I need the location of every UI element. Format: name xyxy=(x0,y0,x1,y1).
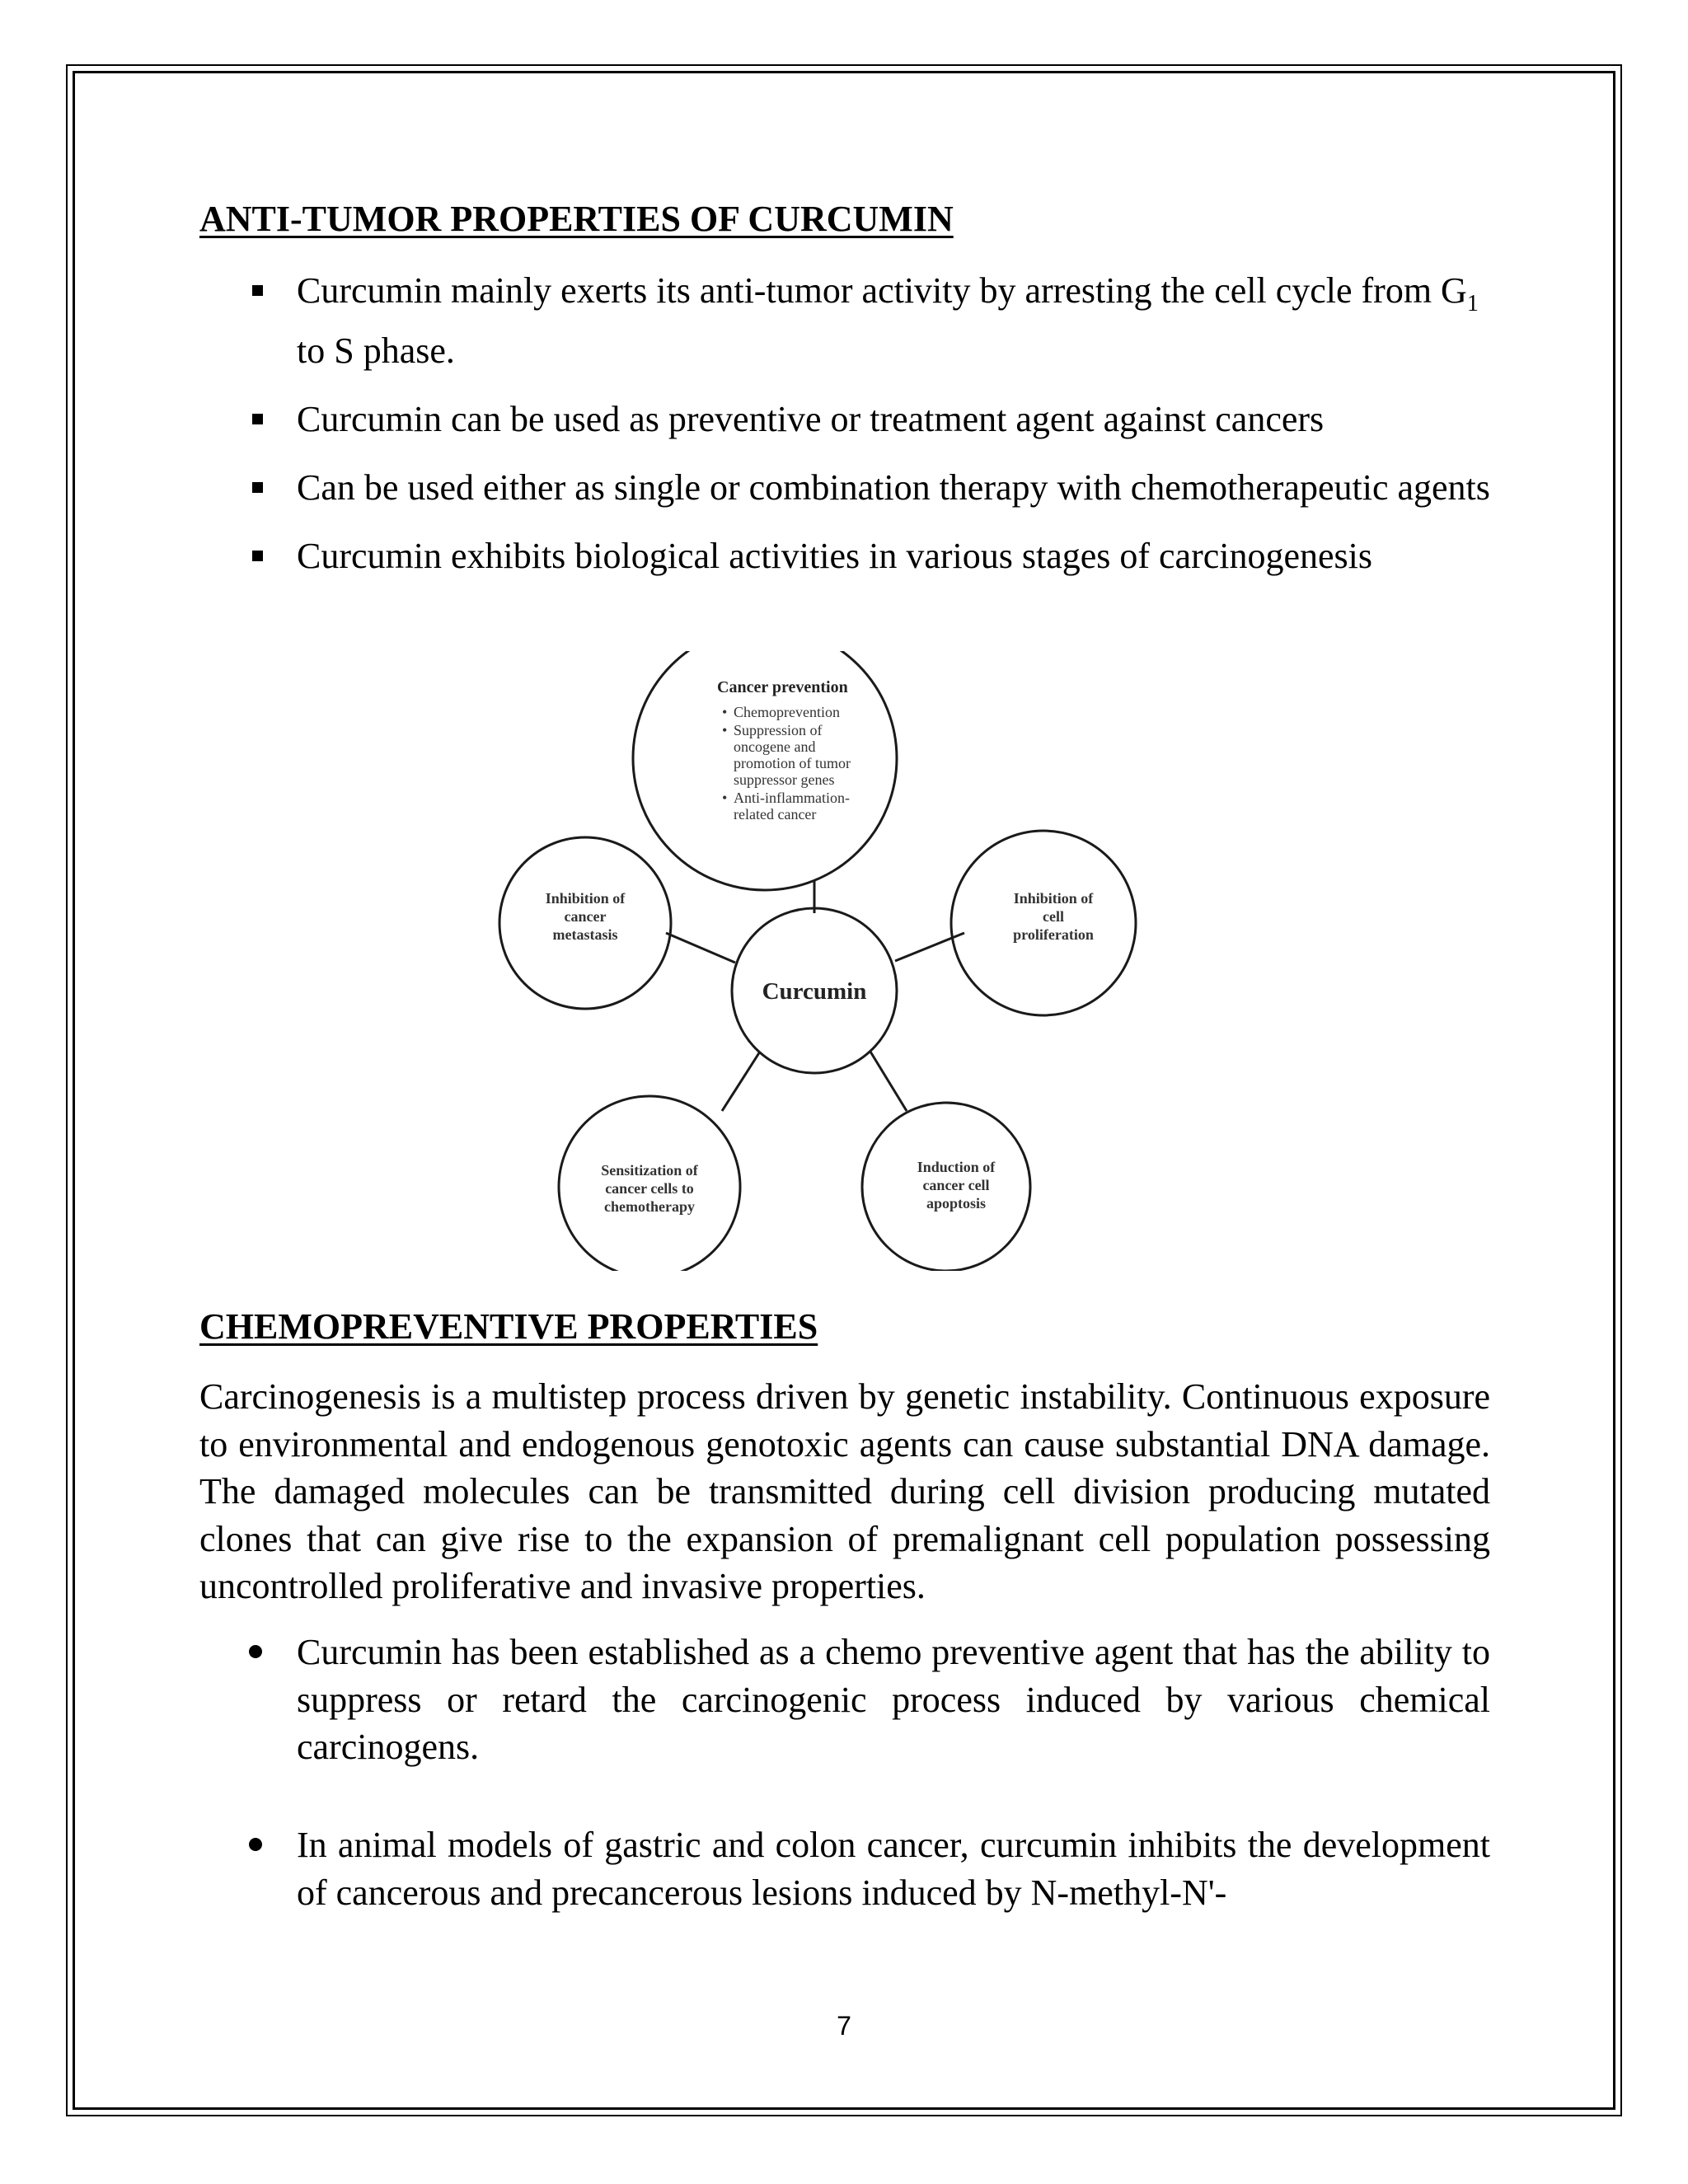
chemopreventive-bullet-list xyxy=(199,1629,1490,1771)
prevention-title: Cancer prevention xyxy=(717,678,848,696)
list-item: Can be used either as single or combination therapy with chemotherapeutic agents xyxy=(199,464,1493,511)
sensitization-label-line: chemotherapy xyxy=(604,1198,695,1215)
sensitization-label-line: Sensitization of xyxy=(601,1162,698,1179)
bullet-dot-icon: • xyxy=(722,704,728,720)
metastasis-label-line: Inhibition of xyxy=(545,890,626,907)
bullet-dot-icon: • xyxy=(722,790,728,806)
proliferation-label-line: proliferation xyxy=(1013,926,1094,943)
square-bullet-icon xyxy=(252,414,263,424)
prevention-item-line: suppressor genes xyxy=(734,771,835,788)
square-bullet-icon xyxy=(252,482,263,493)
connector-line xyxy=(666,933,735,963)
apoptosis-label-line: Induction of xyxy=(917,1159,996,1175)
square-bullet-icon xyxy=(252,551,263,561)
prevention-item-line: Anti-inflammation- xyxy=(734,790,850,806)
proliferation-label-line: Inhibition of xyxy=(1013,890,1094,907)
metastasis-label-line: cancer xyxy=(564,908,607,925)
bullet-dot-icon: • xyxy=(722,722,728,738)
section-heading-chemopreventive: CHEMOPREVENTIVE PROPERTIES xyxy=(199,1306,818,1347)
center-label: Curcumin xyxy=(762,978,867,1005)
curcumin-diagram xyxy=(493,651,1152,1271)
prevention-item-line: related cancer xyxy=(734,806,817,823)
section-heading-anti-tumor: ANTI-TUMOR PROPERTIES OF CURCUMIN xyxy=(199,199,954,239)
square-bullet-icon xyxy=(252,285,263,296)
proliferation-label-line: cell xyxy=(1043,908,1064,925)
prevention-item-line: Suppression of xyxy=(734,722,823,738)
page-number: 7 xyxy=(837,2011,851,2041)
list-item: In animal models of gastric and colon cancer, curcumin inhibits the development of cancerous and precancerous lesions induced by N-methyl-N'- xyxy=(199,1821,1490,1916)
apoptosis-label-line: cancer cell xyxy=(922,1177,990,1193)
apoptosis-label-line: apoptosis xyxy=(926,1195,987,1212)
chemopreventive-bullet-list-continued xyxy=(199,1821,1490,1916)
anti-tumor-bullet-list xyxy=(199,267,1493,601)
list-item: Curcumin has been established as a chemo preventive agent that has the ability to suppress or retard the carcinogenic process induced by various chemical carcinogens. xyxy=(199,1629,1490,1771)
prevention-item-line: promotion of tumor xyxy=(734,755,851,771)
bullet-dot-icon xyxy=(249,1838,262,1851)
sensitization-label-line: cancer cells to xyxy=(605,1180,694,1197)
list-item: Curcumin mainly exerts its anti-tumor activity by arresting the cell cycle from $G_1$ to S phase. xyxy=(199,267,1493,374)
chemopreventive-paragraph: Carcinogenesis is a multistep process driven by genetic instability. Continuous exposure to environmental and endogenous genotoxic agents can cause substantial DNA damage. The damaged molecules can be transmitted during cell division producing mutated clones that can give rise to the expansion of premalignant cell population possessing uncontrolled proliferative and invasive properties. xyxy=(199,1376,1490,1606)
bullet-dot-icon xyxy=(249,1645,262,1658)
prevention-item-line: oncogene and xyxy=(734,738,816,755)
list-item: Curcumin can be used as preventive or treatment agent against cancers xyxy=(199,396,1493,443)
connector-line xyxy=(722,1052,760,1111)
list-item: Curcumin exhibits biological activities in various stages of carcinogenesis xyxy=(199,532,1493,579)
connector-line xyxy=(870,1052,907,1111)
prevention-item-line: Chemoprevention xyxy=(734,704,840,720)
metastasis-label-line: metastasis xyxy=(552,926,618,943)
